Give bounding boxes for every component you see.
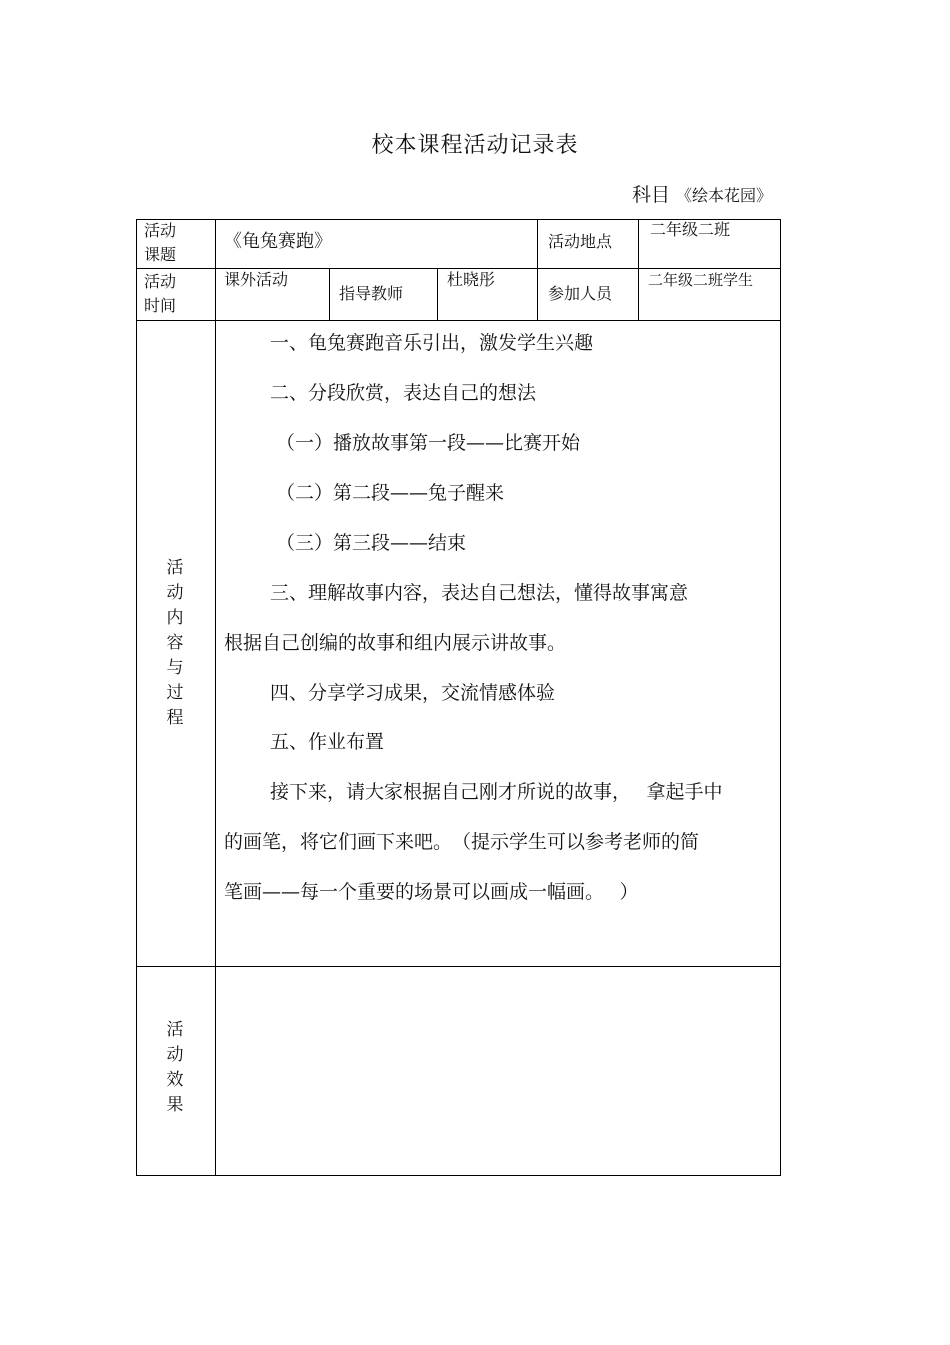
time-label-line: 活动 — [144, 272, 177, 291]
topic-value: 《龟兔赛跑》 — [224, 231, 332, 252]
teacher-value: 杜晓彤 — [447, 270, 496, 289]
process-line: 四、分享学习成果，交流情感体验 — [270, 682, 556, 704]
process-line: 接下来，请大家根据自己刚才所说的故事， 拿起手中 — [270, 781, 723, 803]
effect-content-area — [216, 967, 780, 1175]
participants-value: 二年级二班学生 — [648, 271, 754, 289]
topic-label-line: 课题 — [144, 245, 177, 264]
column-divider — [638, 219, 639, 320]
process-line: 三、理解故事内容，表达自己想法，懂得故事寓意 — [270, 582, 689, 604]
time-value: 课外活动 — [224, 270, 289, 289]
process-line: 的画笔，将它们画下来吧。 （提示学生可以参考老师的简 — [224, 831, 700, 853]
effect-label: 活动效果 — [166, 1020, 184, 1115]
participants-label: 参加人员 — [548, 284, 613, 303]
time-label-line: 时间 — [144, 296, 177, 315]
process-label: 活动内容与过程 — [166, 558, 184, 728]
process-line: （一）播放故事第一段——比赛开始 — [276, 432, 581, 454]
process-line: （二）第二段——兔子醒来 — [276, 482, 505, 504]
process-line: 一、龟兔赛跑音乐引出，激发学生兴趣 — [270, 332, 594, 354]
column-divider — [537, 219, 538, 320]
process-line: 五、作业布置 — [270, 731, 385, 753]
topic-label-line: 活动 — [144, 221, 177, 240]
location-label: 活动地点 — [548, 232, 613, 251]
subject-value: 《绘本花园》 — [675, 186, 772, 205]
page-title: 校本课程活动记录表 — [371, 133, 579, 158]
process-line: 根据自己创编的故事和组内展示讲故事。 — [224, 632, 567, 654]
subject-line — [632, 180, 772, 207]
topic-label — [144, 219, 176, 267]
column-divider — [329, 268, 330, 320]
process-line: （三）第三段——结束 — [276, 532, 467, 554]
column-divider — [437, 268, 438, 320]
subject-label: 科目 — [631, 184, 670, 206]
time-label — [144, 270, 176, 318]
location-value: 二年级二班 — [650, 220, 731, 239]
row-divider — [136, 320, 781, 321]
teacher-label: 指导教师 — [339, 284, 404, 303]
process-line: 笔画——每一个重要的场景可以画成一幅画。 ） — [224, 881, 639, 903]
process-line: 二、分段欣赏，表达自己的想法 — [270, 382, 537, 404]
